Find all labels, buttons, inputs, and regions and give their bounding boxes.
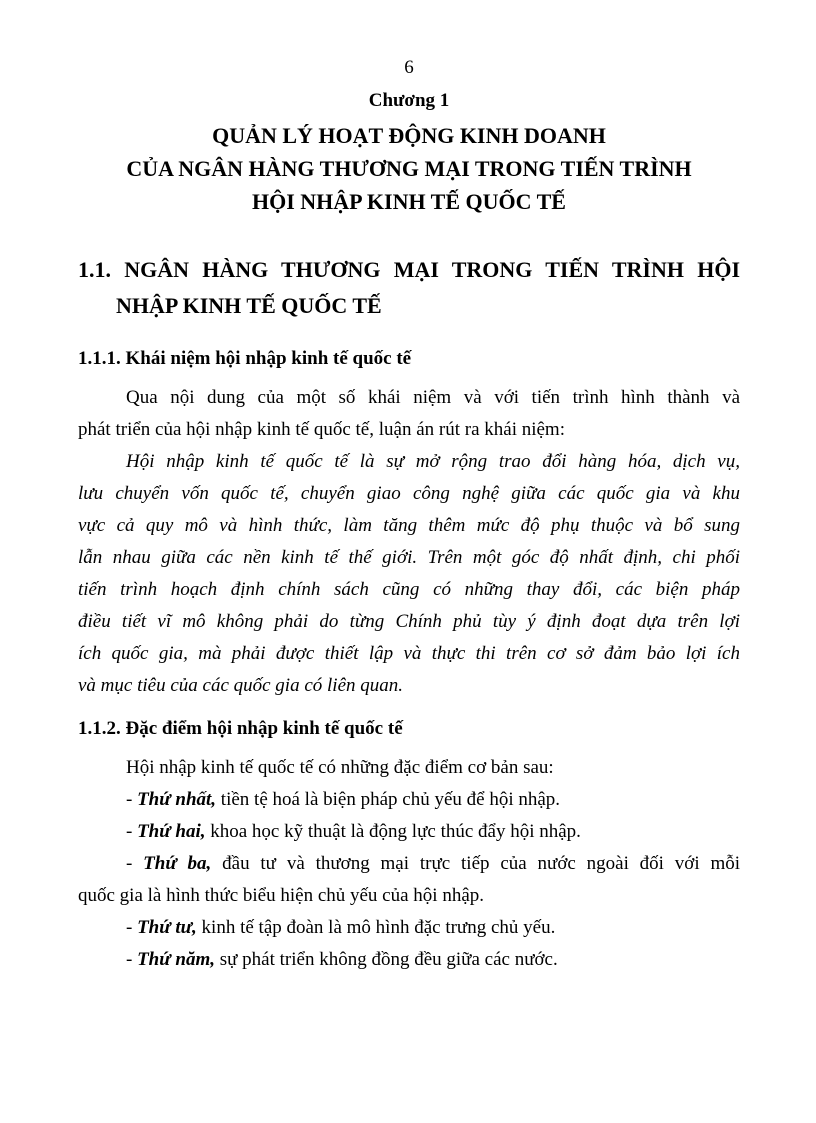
document-page <box>78 56 740 976</box>
subsection-heading-2: 1.1.2. Đặc điểm hội nhập kinh tế quốc tế <box>78 718 403 739</box>
list-text: đầu tư và thương mại trực tiếp của nước ngoài đối với mỗi <box>211 853 741 874</box>
list-prefix: - <box>126 853 144 874</box>
paragraph-line: Hội nhập kinh tế quốc tế có những đặc điểm cơ bản sau: <box>126 757 554 778</box>
definition-paragraph <box>78 446 740 702</box>
list-item <box>78 912 740 944</box>
paragraph-line: Qua nội dung của một số khái niệm và với tiến trình hình thành và <box>126 387 740 408</box>
list-item-line <box>78 784 740 816</box>
list-item-line <box>78 816 740 848</box>
intro-paragraph <box>78 382 740 446</box>
chapter-title-line: QUẢN LÝ HOẠT ĐỘNG KINH DOANH <box>212 123 606 148</box>
chapter-label: Chương 1 <box>368 90 450 111</box>
page-number: 6 <box>404 57 414 78</box>
section-heading <box>78 252 740 324</box>
list-text: kinh tế tập đoàn là mô hình đặc trưng chủ yếu. <box>196 917 556 938</box>
section-heading-line: 1.1. NGÂN HÀNG THƯƠNG MẠI TRONG TIẾN TRÌNH HỘI <box>78 257 740 282</box>
list-item <box>78 816 740 848</box>
paragraph-line: vực cả quy mô và hình thức, làm tăng thêm mức độ phụ thuộc và bổ sung <box>78 515 740 536</box>
list-item-line <box>78 848 740 880</box>
section-heading-line: NHẬP KINH TẾ QUỐC TẾ <box>116 293 382 318</box>
paragraph-line: lưu chuyển vốn quốc tế, chuyển giao công nghệ giữa các quốc gia và khu <box>78 483 740 504</box>
list-item-line <box>78 944 740 976</box>
paragraph-line: điều tiết vĩ mô không phải do từng Chính phủ tùy ý định đoạt dựa trên lợi <box>78 611 740 632</box>
list-label: Thứ nhất, <box>137 789 217 810</box>
characteristics-intro <box>78 752 740 784</box>
list-text: sự phát triển không đồng đều giữa các nước. <box>214 949 558 970</box>
list-text: khoa học kỹ thuật là động lực thúc đẩy hội nhập. <box>205 821 581 842</box>
paragraph-line: lẫn nhau giữa các nền kinh tế thế giới. Trên một góc độ nhất định, chi phối <box>78 547 740 568</box>
chapter-title-line: CỦA NGÂN HÀNG THƯƠNG MẠI TRONG TIẾN TRÌNH <box>126 156 692 181</box>
list-item-continuation: quốc gia là hình thức biểu hiện chủ yếu của hội nhập. <box>78 885 485 906</box>
list-label: Thứ tư, <box>137 917 197 938</box>
list-item <box>78 944 740 976</box>
list-prefix: - <box>126 949 138 970</box>
subsection-heading-1: 1.1.1. Khái niệm hội nhập kinh tế quốc tế <box>78 348 412 369</box>
paragraph-line: tiến trình hoạch định chính sách cũng có những thay đổi, các biện pháp <box>78 579 740 600</box>
paragraph-line: phát triển của hội nhập kinh tế quốc tế, luận án rút ra khái niệm: <box>78 419 565 440</box>
list-label: Thứ năm, <box>137 949 215 970</box>
list-text: tiền tệ hoá là biện pháp chủ yếu để hội nhập. <box>216 789 561 810</box>
list-label: Thứ hai, <box>137 821 206 842</box>
list-prefix: - <box>126 821 138 842</box>
list-item <box>78 784 740 816</box>
paragraph-line: và mục tiêu của các quốc gia có liên quan. <box>78 675 404 696</box>
list-prefix: - <box>126 917 138 938</box>
list-item-line <box>78 912 740 944</box>
paragraph-line: ích quốc gia, mà phải được thiết lập và thực thi trên cơ sở đảm bảo lợi ích <box>78 643 740 664</box>
list-item <box>78 848 740 912</box>
chapter-title-line: HỘI NHẬP KINH TẾ QUỐC TẾ <box>252 189 566 214</box>
paragraph-line: Hội nhập kinh tế quốc tế là sự mở rộng trao đổi hàng hóa, dịch vụ, <box>126 451 740 472</box>
chapter-title <box>78 119 740 218</box>
list-label: Thứ ba, <box>143 853 212 874</box>
list-prefix: - <box>126 789 138 810</box>
